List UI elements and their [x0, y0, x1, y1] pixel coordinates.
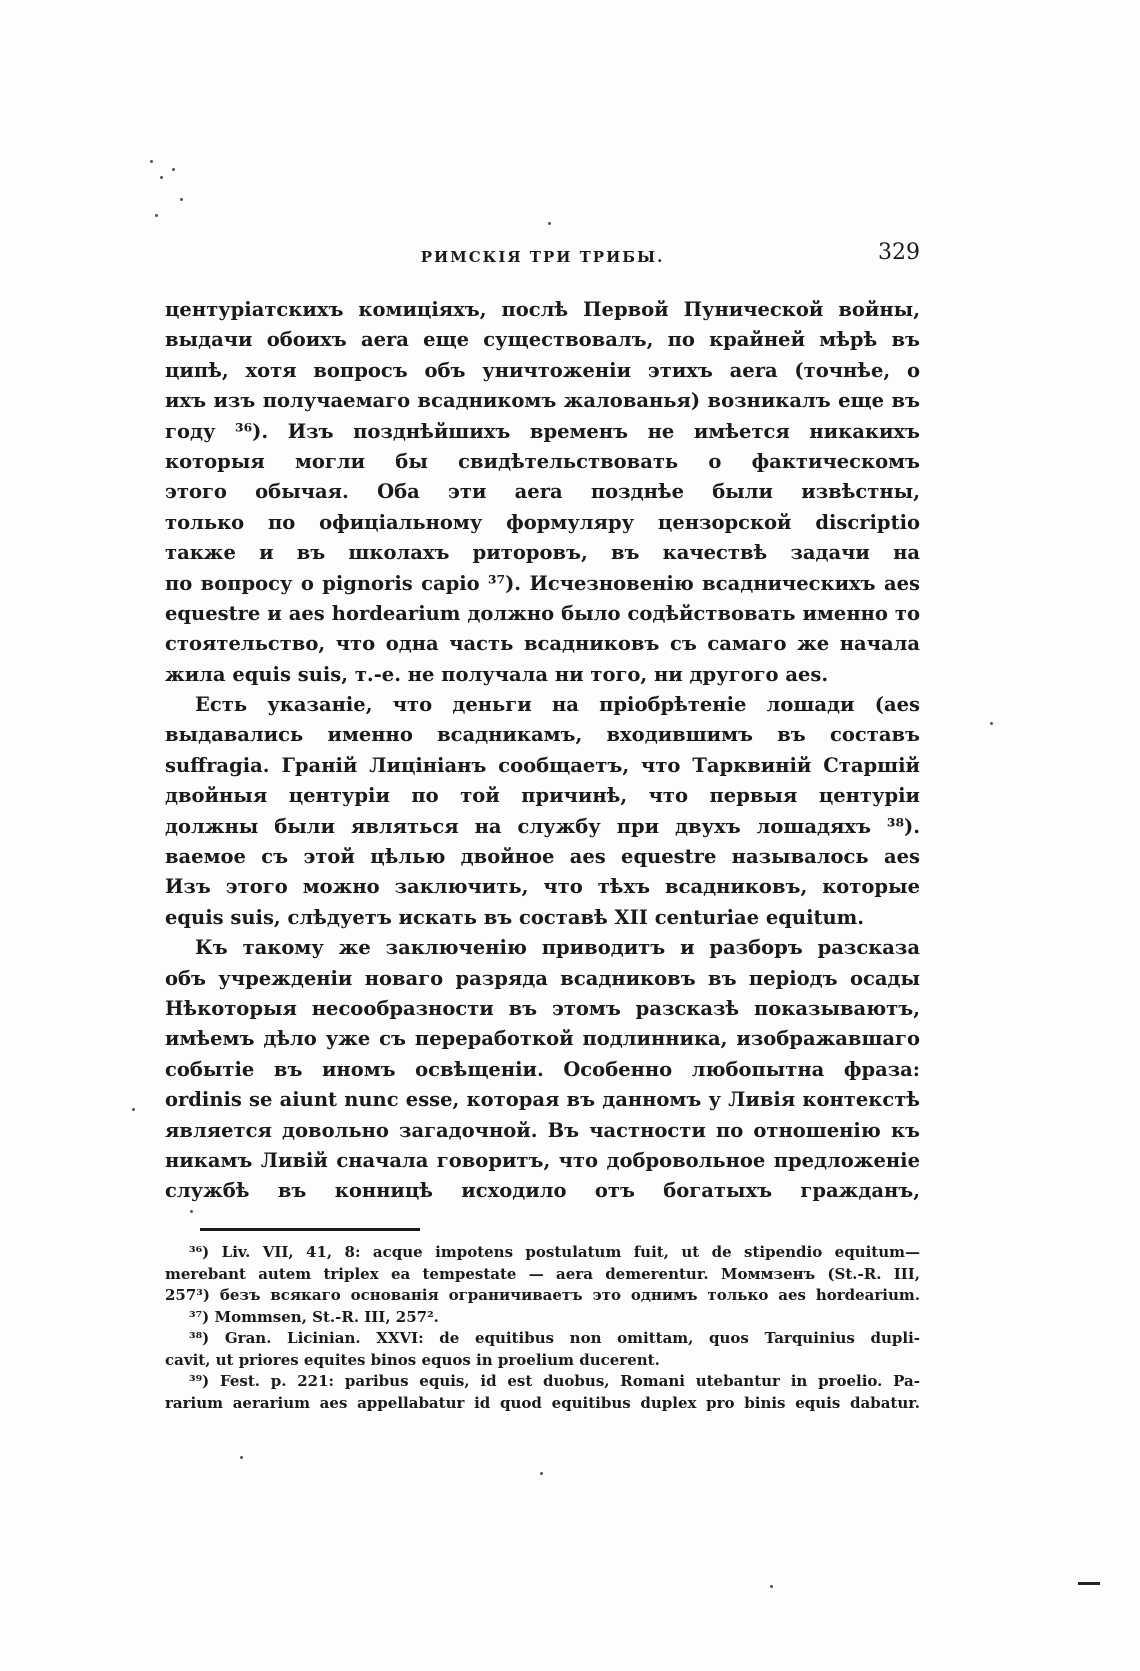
text-line: является довольно загадочной. Въ частности по отношенію къ	[165, 1118, 920, 1142]
scan-mark	[1078, 1582, 1100, 1585]
text-line: жила equis suis, т.-е. не получала ни того, ни другого aes.	[165, 662, 829, 686]
footnote-line: ³⁶) Liv. VII, 41, 8: acque impotens postulatum fuit, ut de stipendio equitum—	[189, 1243, 920, 1261]
text-line: двойныя центуріи по той причинѣ, что первыя центуріи	[165, 784, 920, 808]
text-line: ordinis se aiunt nunc esse, которая въ данномъ у Ливія контекстѣ	[165, 1088, 920, 1112]
running-title: РИМСКІЯ ТРИ ТРИБЫ.	[420, 248, 665, 266]
footnotes	[165, 1242, 920, 1414]
text-line: центуріатскихъ комиціяхъ, послѣ Первой Пунической войны,	[165, 298, 920, 321]
text-line: Изъ этого можно заключить, что тѣхъ всадниковъ, которые	[165, 875, 920, 899]
text-line: службѣ въ конницѣ исходило отъ богатыхъ гражданъ,	[165, 1179, 920, 1203]
text-line: только по офиціальному формуляру цензорской discriptio	[165, 510, 920, 534]
text-line: этого обычая. Оба эти aera позднѣе были извѣстны,	[165, 480, 920, 504]
footnote-line: 257³) безъ всякаго основанія ограничиваетъ это однимъ только aes hordearium.	[165, 1286, 920, 1304]
footnote-line: merebant autem triplex ea tempestate — aera demerentur. Моммзенъ (St.-R. III,	[165, 1264, 920, 1283]
text-line: никамъ Ливій сначала говоритъ, что добровольное предложеніе	[165, 1148, 920, 1172]
text-line: ципѣ, хотя вопросъ объ уничтоженіи этихъ aera (точнѣе, о	[165, 358, 920, 382]
text-line: по вопросу о pignoris capio ³⁷). Исчезновенію всадническихъ aes	[165, 571, 920, 595]
footnote-line: ³⁷) Mommsen, St.-R. III, 257².	[189, 1307, 439, 1326]
text-line: выдавались именно всадникамъ, входившимъ въ составъ	[165, 723, 920, 747]
footnote-39	[165, 1371, 920, 1414]
text-line: выдачи обоихъ aera еще существовалъ, по крайней мѣрѣ въ	[165, 328, 920, 352]
footnote-line: ³⁸) Gran. Licinian. XXVI: de equitibus non omittam, quos Tarquinius dupli-	[189, 1329, 920, 1347]
footnote-37	[165, 1307, 920, 1329]
paragraph-2	[165, 690, 920, 933]
footnote-line: cavit, ut priores equites binos equos in proelium ducerent.	[165, 1350, 660, 1369]
paragraph-3	[165, 933, 920, 1207]
text-line: equis suis, слѣдуетъ искать въ составѣ XII centuriae equitum.	[165, 905, 865, 929]
text-line: году ³⁶). Изъ позднѣйшихъ временъ не имѣется никакихъ	[165, 419, 920, 443]
page-header	[165, 240, 920, 270]
text-line: Есть указаніе, что деньги на пріобрѣтеніе лошади (aes	[195, 693, 920, 717]
text-line: Нѣкоторыя несообразности въ этомъ разсказѣ показываютъ,	[165, 996, 920, 1020]
footnote-36	[165, 1242, 920, 1307]
text-line: suffragia. Граній Лицініанъ сообщаетъ, что Тарквиній Старшій	[165, 753, 920, 777]
text-line: объ учрежденіи новаго разряда всадниковъ въ періодъ осады	[165, 966, 920, 990]
page-number: 329	[878, 240, 920, 265]
body-text	[165, 295, 920, 1207]
footnote-38	[165, 1328, 920, 1371]
text-line: должны были являться на службу при двухъ лошадяхъ ³⁸).	[165, 814, 920, 838]
text-line: событіе въ иномъ освѣщеніи. Особенно любопытна фраза:	[165, 1057, 920, 1081]
text-line: имѣемъ дѣло уже съ переработкой подлинника, изображавшаго	[165, 1027, 920, 1051]
paragraph-1	[165, 295, 920, 690]
footnote-line: rarium aerarium aes appellabatur id quod equitibus duplex pro binis equis dabatur.	[165, 1393, 920, 1412]
footnote-divider	[200, 1228, 420, 1231]
text-line: стоятельство, что одна часть всадниковъ съ самаго же начала	[165, 632, 920, 656]
footnote-line: ³⁹) Fest. p. 221: paribus equis, id est duobus, Romani utebantur in proelio. Pa-	[189, 1372, 920, 1390]
text-line: ваемое съ этой цѣлью двойное aes equestre называлось aes	[165, 845, 920, 869]
text-line: Къ такому же заключенію приводитъ и разборъ разсказа	[195, 936, 920, 960]
text-line: ихъ изъ получаемаго всадникомъ жалованья) возникалъ еще въ	[165, 389, 920, 413]
text-line: которыя могли бы свидѣтельствовать о фактическомъ	[165, 449, 920, 473]
text-line: equestre и aes hordearium должно было содѣйствовать именно то	[165, 601, 920, 625]
text-line: также и въ школахъ риторовъ, въ качествѣ задачи на	[165, 541, 920, 565]
